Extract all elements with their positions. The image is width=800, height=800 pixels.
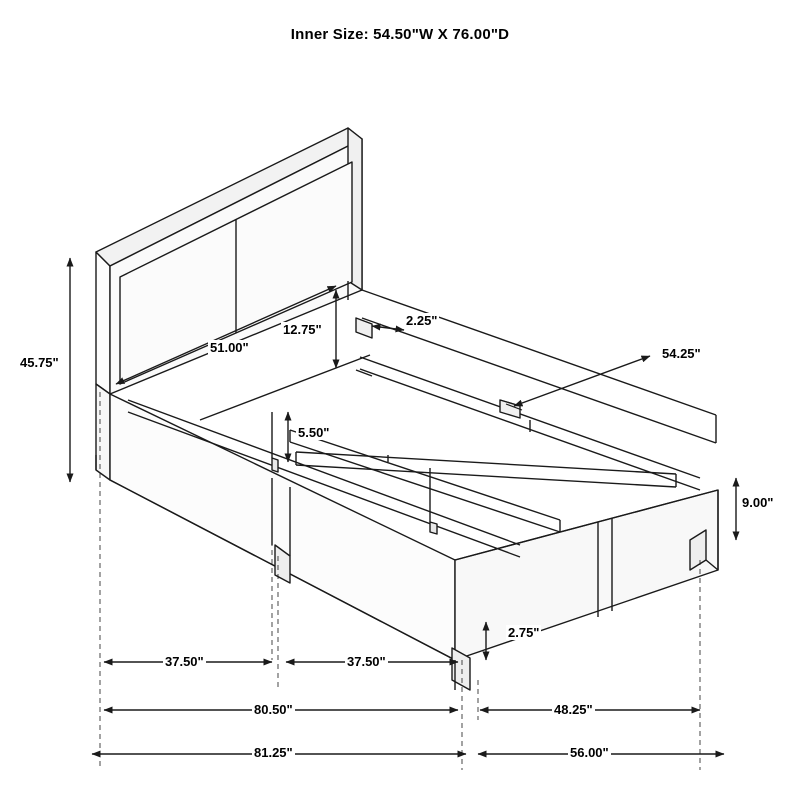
dim-headboard-height: 51.00" xyxy=(210,340,249,355)
dim-segment-right: 37.50" xyxy=(347,654,386,669)
dim-rail-thickness: 2.25" xyxy=(406,313,438,328)
dim-length-total: 80.50" xyxy=(254,702,293,717)
dim-segment-left: 37.50" xyxy=(165,654,204,669)
dim-width-inner: 48.25" xyxy=(554,702,593,717)
dim-inner-width: 54.25" xyxy=(662,346,701,361)
dim-headboard-panel: 12.75" xyxy=(283,322,322,337)
bed-outline xyxy=(96,128,718,690)
dim-height-left: 45.75" xyxy=(20,355,59,370)
dim-width-overall: 56.00" xyxy=(570,745,609,760)
page-title: Inner Size: 54.50"W X 76.00"D xyxy=(290,26,510,43)
dim-slat-clearance: 5.50" xyxy=(298,425,330,440)
dim-leg-height: 2.75" xyxy=(508,625,540,640)
dim-side-rail-height: 9.00" xyxy=(742,495,774,510)
dim-length-overall: 81.25" xyxy=(254,745,293,760)
